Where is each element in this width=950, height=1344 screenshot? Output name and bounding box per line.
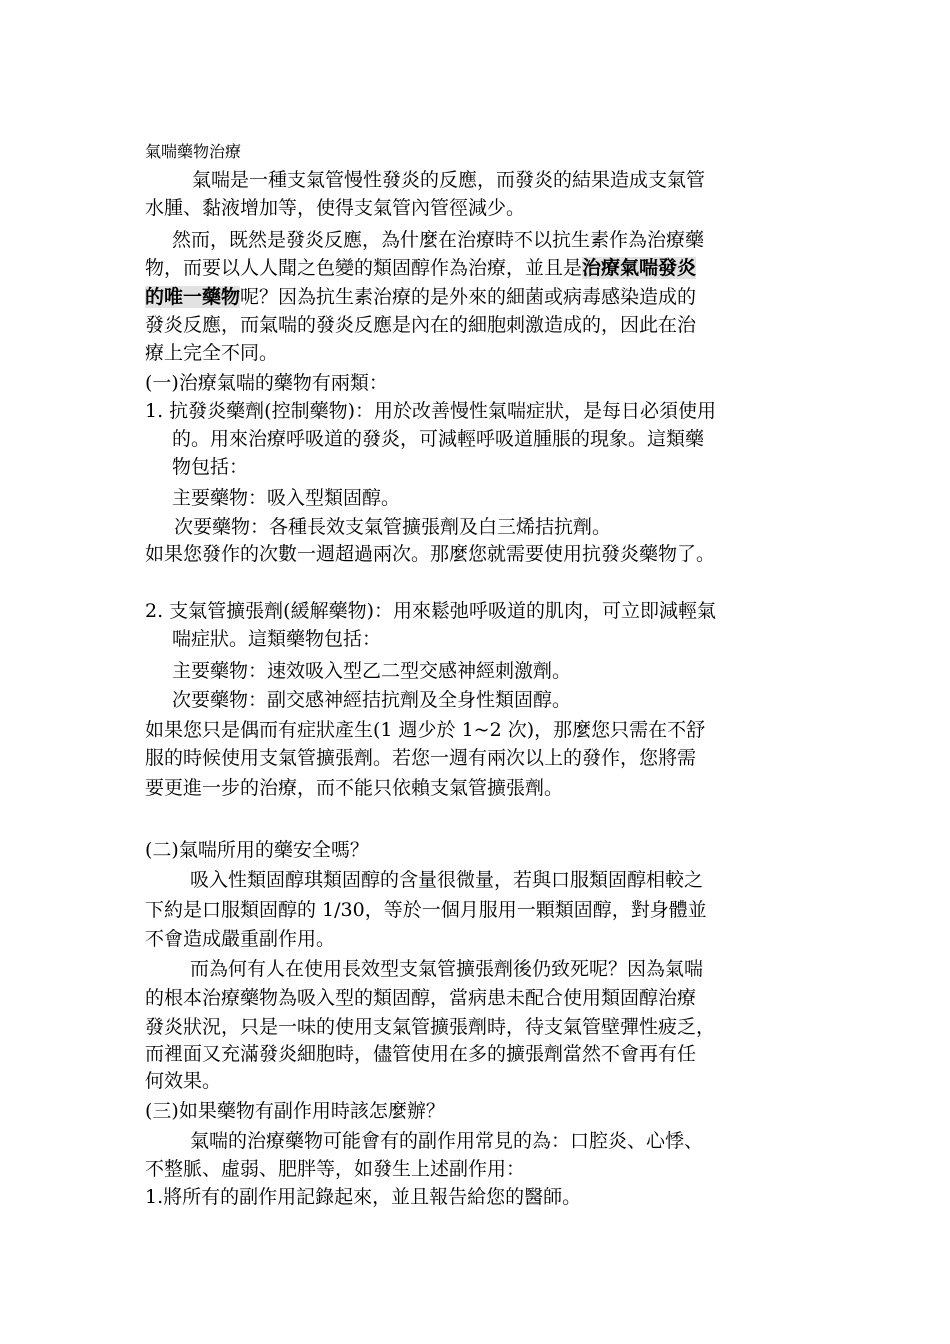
list-item-1-line-2: 的。用來治療呼吸道的發炎，可減輕呼吸道腫脹的現象。這類藥 (172, 428, 705, 450)
para2-line-3 (145, 283, 815, 311)
item2-note-line-1: 如果您只是偶而有症狀產生(1 週少於 1~2 次)，那麼您只需在不舒 (145, 719, 706, 741)
bullet-item: 次要藥物：各種長效支氣管擴張劑及白三烯拮抗劑。 (174, 516, 612, 538)
section2-para2-line-4: 而裡面又充滿發炎細胞時，儘管使用在多的擴張劑當然不會再有任 (145, 1043, 697, 1065)
section2-para1-line-2: 下約是口服類固醇的 1/30，等於一個月服用一顆類固醇，對身體並 (145, 899, 707, 921)
list-item-2-line-2: 喘症狀。這類藥物包括： (172, 628, 382, 650)
section3-para1-line-1: 氣喘的治療藥物可能會有的副作用常見的為：口腔炎、心悸、 (190, 1130, 704, 1152)
bullet-item: 主要藥物：吸入型類固醇。 (172, 487, 401, 509)
section2-para2-line-2: 的根本治療藥物為吸入型的類固醇，當病患未配合使用類固醇治療 (145, 987, 697, 1009)
para2-line-2 (145, 254, 815, 282)
section3-heading: (三)如果藥物有副作用時該怎麼辦？ (145, 1100, 445, 1122)
section2-para2-line-1: 而為何有人在使用長效型支氣管擴張劑後仍致死呢？因為氣喘 (190, 958, 704, 980)
bullet-item: 次要藥物：副交感神經拮抗劑及全身性類固醇。 (172, 689, 572, 711)
section2-heading: (二)氣喘所用的藥安全嗎？ (145, 839, 369, 861)
item1-note: 如果您發作的次數一週超過兩次。那麼您就需要使用抗發炎藥物了。 (145, 543, 716, 565)
section3-list-item-1: 1.將所有的副作用記錄起來，並且報告給您的醫師。 (145, 1186, 582, 1208)
highlight-text: 的唯一藥物 (145, 286, 241, 308)
list-item-2-line-1: 2. 支氣管擴張劑(緩解藥物)：用來鬆弛呼吸道的肌肉，可立即減輕氣 (145, 600, 716, 622)
list-item-1-line-3: 物包括： (172, 456, 249, 478)
list-item-1-line-1: 1. 抗發炎藥劑(控制藥物)：用於改善慢性氣喘症狀，是每日必須使用 (145, 400, 716, 422)
section2-para2-line-5: 何效果。 (145, 1070, 222, 1092)
section1-heading: (一)治療氣喘的藥物有兩類： (145, 372, 388, 394)
highlight-text: 治療氣喘發炎 (582, 257, 697, 279)
section2-para1-line-1: 吸入性類固醇琪類固醇的含量很微量，若與口服類固醇相較之 (190, 869, 704, 891)
bullet-item: 主要藥物：速效吸入型乙二型交感神經刺激劑。 (172, 660, 572, 682)
para2-line-5: 療上完全不同。 (145, 342, 279, 364)
section2-para2-line-3: 發炎狀況，只是一味的使用支氣管擴張劑時，待支氣管壁彈性疲乏， (145, 1016, 716, 1038)
item2-note-line-2: 服的時候使用支氣管擴張劑。若您一週有兩次以上的發作，您將需 (145, 747, 697, 769)
section2-para1-line-3: 不會造成嚴重副作用。 (145, 928, 336, 950)
intro-line-2: 水腫、黏液增加等，使得支氣管內管徑減少。 (145, 197, 526, 219)
document-title: 氣喘藥物治療 (145, 142, 242, 161)
para2-line-2-text: 物，而要以人人聞之色變的類固醇作為治療，並且是 (145, 257, 583, 279)
section3-para1-line-2: 不整脈、虛弱、肥胖等，如發生上述副作用： (145, 1158, 526, 1180)
para2-line-1: 然而，既然是發炎反應，為什麼在治療時不以抗生素作為治療藥 (172, 229, 705, 251)
intro-line-1: 氣喘是一種支氣管慢性發炎的反應，而發炎的結果造成支氣管 (192, 169, 706, 191)
item2-note-line-3: 要更進一步的治療，而不能只依賴支氣管擴張劑。 (145, 777, 564, 799)
para2-line-3-text: 呢？因為抗生素治療的是外來的細菌或病毒感染造成的 (240, 286, 697, 308)
para2-line-4: 發炎反應，而氣喘的發炎反應是內在的細胞刺激造成的，因此在治 (145, 314, 697, 336)
